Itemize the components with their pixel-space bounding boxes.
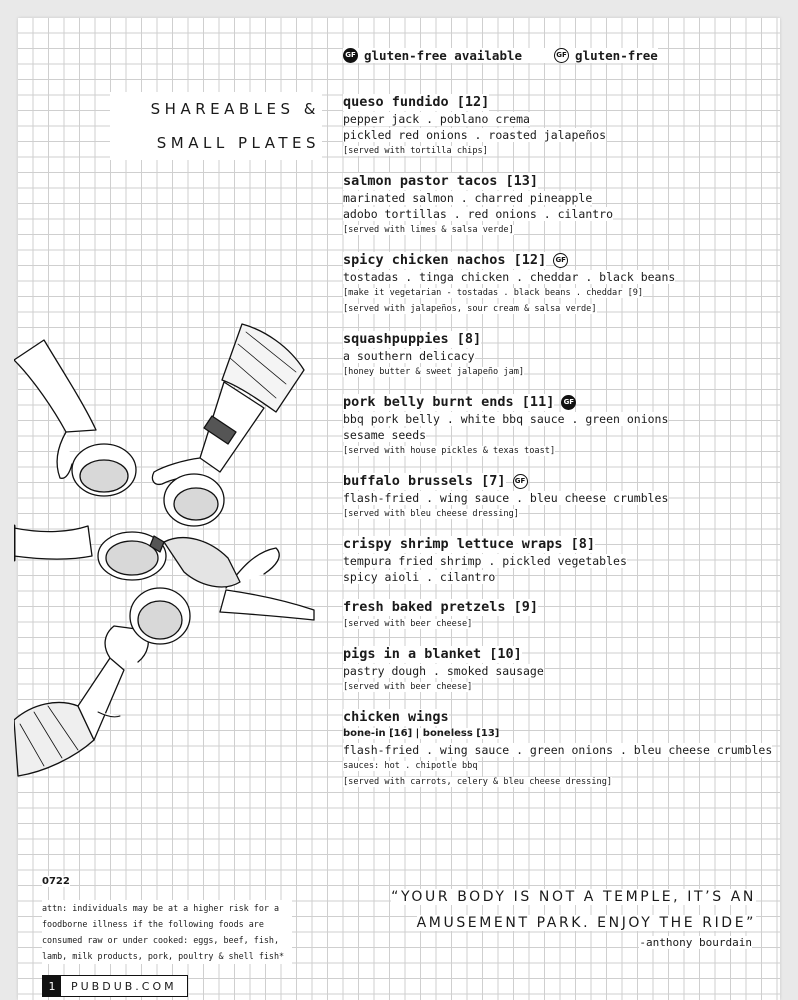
menu-item-note: [served with bleu cheese dressing]	[343, 509, 519, 519]
menu-item-note: sauces: hot . chipotle bbq	[343, 761, 478, 771]
menu-item-name: spicy chicken nachos [12]	[343, 252, 547, 268]
gluten-free-available-icon: GF	[561, 395, 576, 410]
website-link[interactable]: PUBDUB.COM	[71, 979, 177, 993]
menu-item-name: pork belly burnt ends [11]	[343, 394, 555, 410]
menu-item-name: squashpuppies [8]	[343, 331, 482, 347]
menu-item-description: sesame seeds	[343, 428, 427, 442]
section-title-line1: SHAREABLES &	[150, 100, 320, 118]
menu-item-description: pepper jack . poblano crema	[343, 112, 530, 126]
menu-item-name: chicken wings	[343, 709, 449, 725]
menu-item	[343, 94, 758, 159]
menu-item-name-row	[343, 536, 758, 553]
menu-item-name-row	[343, 252, 758, 269]
quote-line2: AMUSEMENT PARK. ENJOY THE RIDE”	[416, 915, 756, 931]
menu-item	[343, 473, 758, 522]
menu-item-description: adobo tortillas . red onions . cilantro	[343, 207, 614, 221]
menu-item-note: [make it vegetarian - tostadas . black beans . cheddar [9]	[343, 288, 644, 298]
page-number: 1	[43, 976, 61, 996]
dietary-legend	[343, 48, 658, 63]
quote-line1: “YOUR BODY IS NOT A TEMPLE, IT’S AN	[391, 889, 756, 905]
food-safety-notice: attn: individuals may be at a higher risk for a foodborne illness if the following foods are consumed raw or under cooked: eggs, beef, fish, lamb, milk products, pork, poultry & shell fish*	[42, 900, 292, 964]
menu-item-name-row	[343, 394, 758, 411]
menu-item-name-row	[343, 709, 758, 726]
menu-item-name-row	[343, 646, 758, 663]
menu-item-name: pigs in a blanket [10]	[343, 646, 522, 662]
menu-item-description: spicy aioli . cilantro	[343, 570, 496, 584]
menu-item-note: [served with beer cheese]	[343, 619, 473, 629]
menu-item-name: buffalo brussels [7]	[343, 473, 506, 489]
menu-item-description: flash-fried . wing sauce . green onions . bleu cheese crumbles	[343, 743, 773, 757]
menu-item-description: bbq pork belly . white bbq sauce . green onions	[343, 412, 669, 426]
menu-item	[343, 394, 758, 459]
menu-item-note: [served with jalapeños, sour cream & salsa verde]	[343, 304, 597, 314]
menu-item	[343, 536, 758, 585]
menu-item-note: [served with carrots, celery & bleu cheese dressing]	[343, 777, 613, 787]
menu-item-description: pickled red onions . roasted jalapeños	[343, 128, 607, 142]
menu-item-note: [served with tortilla chips]	[343, 146, 488, 156]
menu-item-name: queso fundido [12]	[343, 94, 490, 110]
menu-item	[343, 173, 758, 238]
menu-item-description: tempura fried shrimp . pickled vegetables	[343, 554, 627, 568]
menu-item-name-row	[343, 173, 758, 190]
menu-item-note: [honey butter & sweet jalapeño jam]	[343, 367, 525, 377]
section-title-line2: SMALL PLATES	[156, 134, 320, 152]
gluten-free-label: gluten-free	[575, 48, 658, 63]
website-badge[interactable]	[42, 975, 188, 997]
menu-item-note: [served with house pickles & texas toast]	[343, 446, 556, 456]
quote-author: -anthony bourdain	[639, 936, 752, 949]
menu-item-name: crispy shrimp lettuce wraps [8]	[343, 536, 595, 552]
menu-item	[343, 599, 758, 632]
menu-item-name-row	[343, 94, 758, 111]
gluten-free-icon: GF	[513, 474, 528, 489]
menu-item-name-row	[343, 331, 758, 348]
quote	[326, 884, 756, 936]
gluten-free-available-icon: GF	[343, 48, 358, 63]
gluten-free-available-label: gluten-free available	[364, 48, 523, 63]
menu-item	[343, 331, 758, 380]
toasting-glasses-illustration	[14, 320, 319, 780]
menu-list	[343, 94, 773, 804]
menu-item-description: a southern delicacy	[343, 349, 475, 363]
menu-item	[343, 646, 758, 695]
menu-item-description: pastry dough . smoked sausage	[343, 664, 544, 678]
gluten-free-icon: GF	[553, 253, 568, 268]
menu-item	[343, 252, 758, 317]
menu-item-name: fresh baked pretzels [9]	[343, 599, 539, 615]
menu-item-description: flash-fried . wing sauce . bleu cheese crumbles	[343, 491, 669, 505]
menu-version-code: 0722	[42, 876, 70, 887]
section-title	[110, 92, 322, 160]
menu-item-name: salmon pastor tacos [13]	[343, 173, 539, 189]
menu-item-name-row	[343, 473, 758, 490]
menu-item-description: marinated salmon . charred pineapple	[343, 191, 593, 205]
menu-item	[343, 709, 773, 790]
menu-item-note: [served with beer cheese]	[343, 682, 473, 692]
menu-item-note: [served with limes & salsa verde]	[343, 225, 514, 235]
menu-item-subhead: bone-in [16] | boneless [13]	[343, 728, 500, 739]
gluten-free-icon: GF	[554, 48, 569, 63]
menu-item-name-row	[343, 599, 758, 616]
menu-item-description: tostadas . tinga chicken . cheddar . black beans	[343, 270, 676, 284]
